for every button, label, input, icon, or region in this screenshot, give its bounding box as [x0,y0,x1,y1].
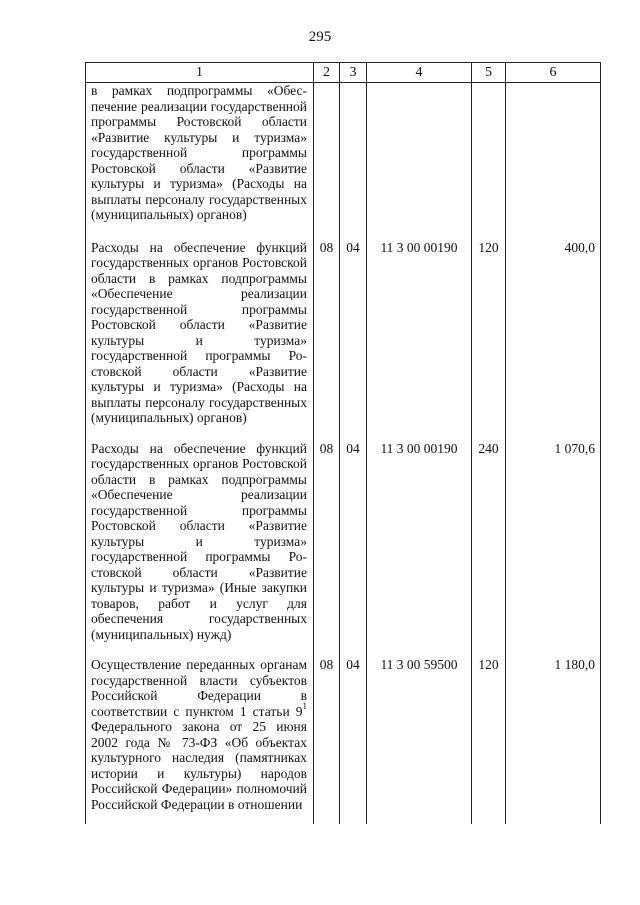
footnote-superscript: 1 [302,701,307,711]
row-subsection: 04 [340,654,367,824]
table-header-row [86,63,601,83]
row-target-article: 11 3 00 59500 [367,654,472,824]
row-description: Расходы на обеспечение функций государственных органов Ростовской области в рамках подпрограммы «Обеспечение реализации государственной программы Ростовской области «Развитие культуры и туризма» государственной программы Ростовской области «Развитие культуры и туризма» (Иные закупки товаров, работ и услуг для обеспечения государственных (муниципальных) нужд) [86,438,314,655]
row-section [314,83,340,237]
row-expense-type: 240 [472,438,506,655]
row-description-text: Осуществление переданных органам государственной власти субъектов Российской Федерации в соответствии с пунктом 1 статьи 9 [91,657,307,719]
row-target-article: 11 3 00 00190 [367,237,472,438]
table-row [86,654,601,824]
row-description-text-cont: Федерального закона от 25 июня 2002 года № 73-ФЗ «Об объектах культурного наследия (памятниках истории и культуры) народов Российской Федерации» полномочий Российской Федерации в отношении [91,719,307,812]
page-number: 295 [308,29,332,45]
row-amount [506,83,601,237]
row-subsection: 04 [340,237,367,438]
header-cell-6: 6 [506,63,601,83]
header-cell-4: 4 [367,63,472,83]
row-target-article [367,83,472,237]
header-cell-1: 1 [86,63,314,83]
row-subsection [340,83,367,237]
budget-table [85,62,601,824]
row-section: 08 [314,438,340,655]
header-cell-2: 2 [314,63,340,83]
header-cell-3: 3 [340,63,367,83]
row-expense-type: 120 [472,237,506,438]
table-row [86,438,601,655]
row-description: в рамках подпрограммы «Обеспечение реализации государственной программы Ростовской области «Развитие культуры и туризма» государственной программы Ростовской области «Развитие культуры и туризма» (Расходы на выплаты персоналу государственных (муниципальных) органов) [86,83,314,237]
table-row [86,83,601,237]
header-cell-5: 5 [472,63,506,83]
row-amount: 400,0 [506,237,601,438]
table-row [86,237,601,438]
row-target-article: 11 3 00 00190 [367,438,472,655]
row-description [86,654,314,824]
row-section: 08 [314,654,340,824]
row-amount: 1 180,0 [506,654,601,824]
row-subsection: 04 [340,438,367,655]
row-expense-type: 120 [472,654,506,824]
row-description: Расходы на обеспечение функций государственных органов Ростовской области в рамках подпрограммы «Обеспечение реализации государственной программы Ростовской области «Развитие культуры и туризма» государственной программы Ростовской области «Развитие культуры и туризма» (Расходы на выплаты персоналу государственных (муниципальных) органов) [86,237,314,438]
row-section: 08 [314,237,340,438]
row-expense-type [472,83,506,237]
row-amount: 1 070,6 [506,438,601,655]
